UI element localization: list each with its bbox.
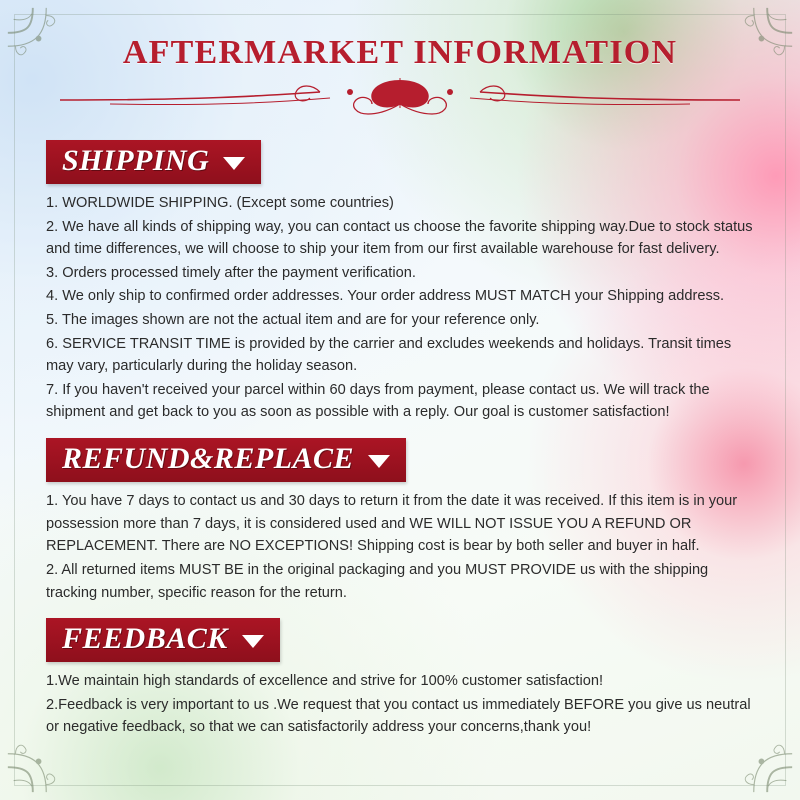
chevron-down-icon	[242, 635, 264, 648]
body-line: 2.Feedback is very important to us .We request that you contact us immediately BEFORE you give us neutral or negative feedback, so that we can satisfactorily address your concerns,thank you!	[46, 696, 751, 736]
section-badge-shipping	[46, 140, 261, 184]
section-body-refund-replace	[46, 490, 754, 604]
section-feedback	[46, 608, 754, 739]
section-badge-feedback	[46, 618, 280, 662]
section-badge-label: REFUND&REPLACE	[62, 442, 355, 476]
section-badge-label: FEEDBACK	[62, 622, 228, 656]
ornamental-divider-icon	[46, 74, 754, 120]
body-line: 1. You have 7 days to contact us and 30 days to return it from the date it was received. If this item is in your possession more than 7 days, it is considered used and WE WILL NOT ISSUE YOU A REFUND OR REPLACEMENT. There are NO EXCEPTIONS! Shipping cost is bear by both seller and buyer in half.	[46, 493, 738, 555]
section-body-shipping	[46, 192, 754, 424]
section-shipping	[46, 130, 754, 424]
body-line: 5. The images shown are not the actual item and are for your reference only.	[46, 312, 540, 329]
body-line: 7. If you haven't received your parcel within 60 days from payment, please contact us. We will track the shipment and get back to you as soon as possible with a reply. Our goal is customer satisfaction!	[46, 381, 710, 421]
chevron-down-icon	[368, 455, 390, 468]
body-line: 2. All returned items MUST BE in the original packaging and you MUST PROVIDE us with the shipping tracking number, specific reason for the return.	[46, 561, 709, 601]
section-body-feedback	[46, 670, 754, 739]
section-refund-replace	[46, 428, 754, 604]
chevron-down-icon	[223, 157, 245, 170]
section-badge-label: SHIPPING	[62, 144, 210, 177]
body-line: 4. We only ship to confirmed order addresses. Your order address MUST MATCH your Shipping address.	[46, 288, 725, 305]
section-badge-refund-replace	[46, 438, 406, 482]
body-line: 6. SERVICE TRANSIT TIME is provided by the carrier and excludes weekends and holidays. Transit times may vary, particularly during the holiday season.	[46, 335, 732, 375]
page-title: AFTERMARKET INFORMATION	[122, 34, 678, 71]
body-line: 3. Orders processed timely after the payment verification.	[46, 264, 416, 281]
body-line: 1.We maintain high standards of excellence and strive for 100% customer satisfaction!	[46, 673, 604, 690]
body-line: 1. WORLDWIDE SHIPPING. (Except some countries)	[46, 195, 394, 211]
body-line: 2. We have all kinds of shipping way, you can contact us choose the favorite shipping way.Due to stock status and time differences, we will choose to ship your item from our first available warehouse for fast delivery.	[46, 218, 753, 258]
